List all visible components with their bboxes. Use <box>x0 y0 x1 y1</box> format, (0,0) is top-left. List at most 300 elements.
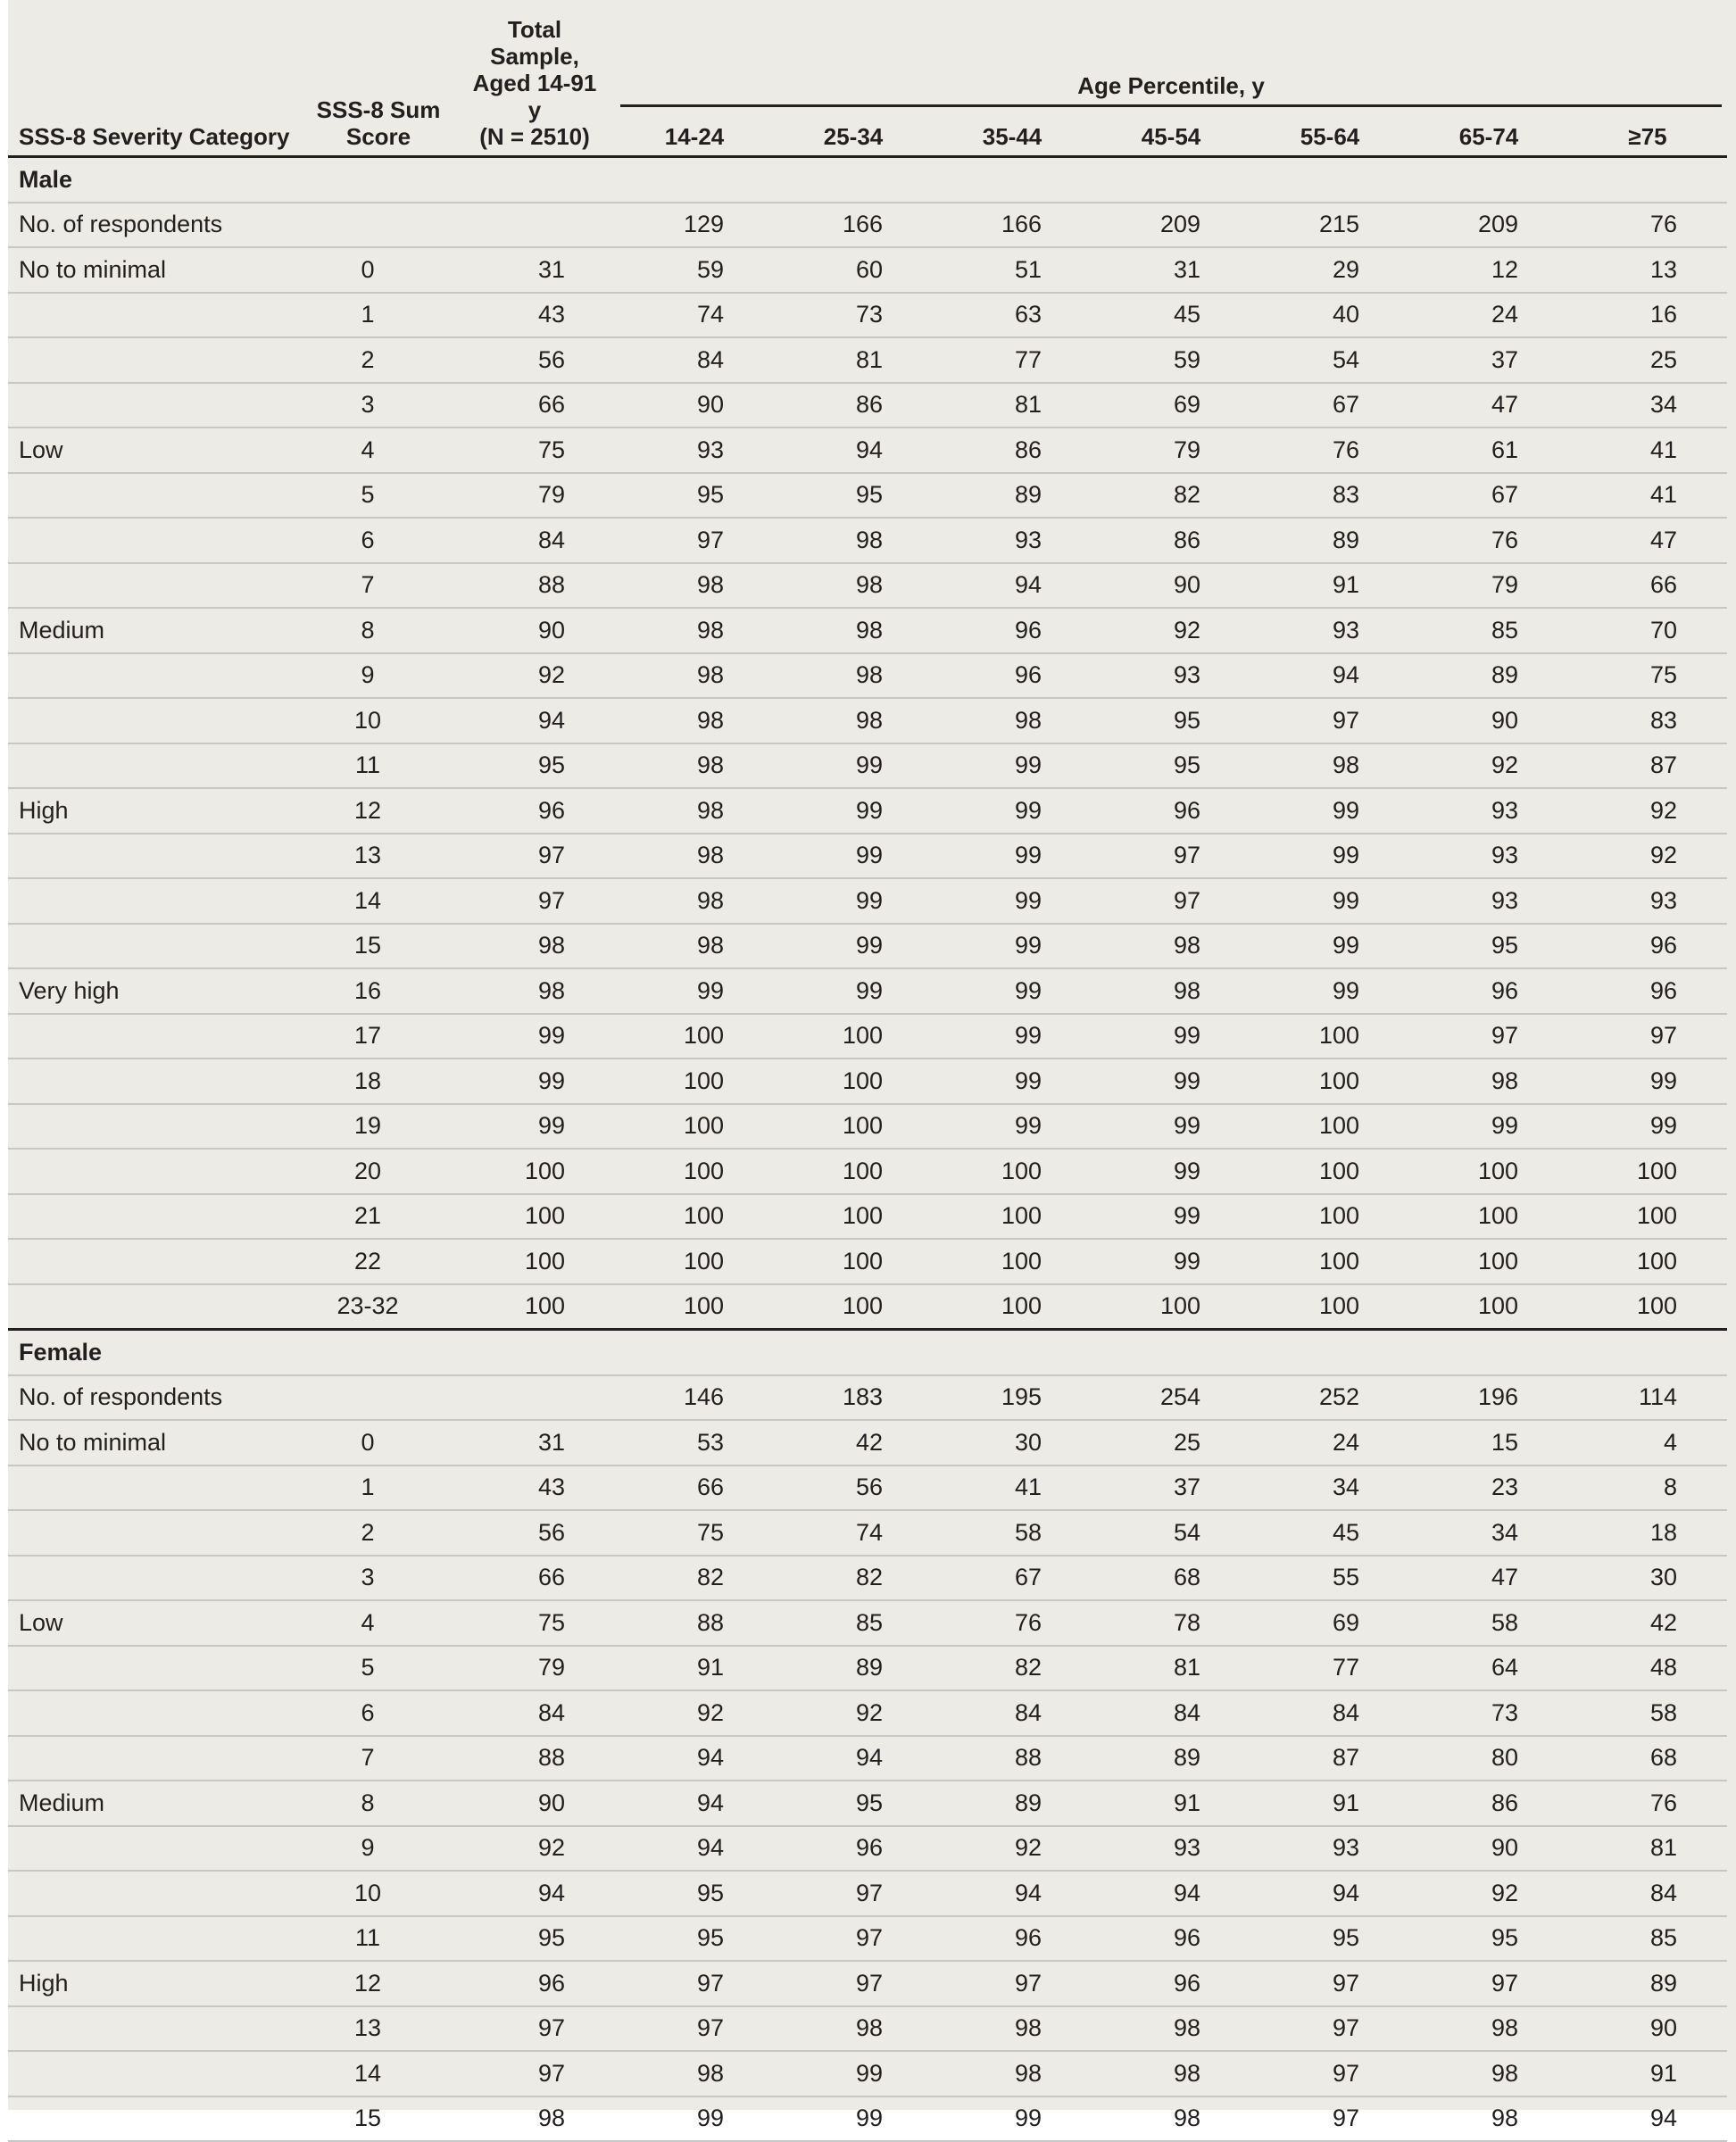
sum-score: 15 <box>303 2096 454 2142</box>
severity-category <box>8 383 303 428</box>
severity-category <box>8 2096 303 2142</box>
age-percentile-value: 98 <box>1409 2051 1568 2096</box>
sum-score: 8 <box>303 1781 454 1826</box>
age-percentile-value: 82 <box>1092 473 1250 519</box>
age-percentile-value: 30 <box>933 1420 1092 1465</box>
table-row <box>8 337 1727 383</box>
age-percentile-value: 96 <box>933 608 1092 653</box>
age-percentile-value: 94 <box>615 1826 774 1872</box>
age-percentile-value: 99 <box>1250 968 1409 1014</box>
age-percentile-value: 92 <box>1409 743 1568 789</box>
respondents-count: 254 <box>1092 1375 1250 1421</box>
total-percentile: 79 <box>454 1646 615 1691</box>
age-percentile-value: 92 <box>1568 834 1727 879</box>
age-percentile-value: 15 <box>1409 1420 1568 1465</box>
age-percentile-value: 24 <box>1250 1420 1409 1465</box>
age-percentile-value: 98 <box>774 563 933 609</box>
header-age-group: 35-44 <box>933 112 1092 157</box>
respondents-count: 166 <box>774 203 933 248</box>
respondents-count: 129 <box>615 203 774 248</box>
total-percentile: 100 <box>454 1149 615 1194</box>
age-percentile-value: 96 <box>1568 924 1727 969</box>
age-percentile-value: 100 <box>1409 1284 1568 1330</box>
age-percentile-value: 40 <box>1250 293 1409 338</box>
severity-category <box>8 1149 303 1194</box>
table-row <box>8 1104 1727 1150</box>
total-percentile: 66 <box>454 1556 615 1601</box>
age-percentile-value: 98 <box>774 2006 933 2052</box>
age-percentile-value: 100 <box>1568 1194 1727 1240</box>
age-percentile-value: 89 <box>1568 1961 1727 2006</box>
sum-score: 13 <box>303 834 454 879</box>
age-percentile-value: 58 <box>1409 1600 1568 1646</box>
age-percentile-value: 76 <box>1250 428 1409 473</box>
age-percentile-value: 98 <box>615 2051 774 2096</box>
age-percentile-value: 88 <box>933 1736 1092 1781</box>
age-percentile-value: 99 <box>1568 1104 1727 1150</box>
table-row <box>8 1465 1727 1511</box>
age-percentile-value: 58 <box>1568 1690 1727 1736</box>
age-percentile-value: 12 <box>1409 247 1568 293</box>
age-percentile-value: 98 <box>774 608 933 653</box>
age-percentile-value: 84 <box>1092 1690 1250 1736</box>
age-percentile-value: 98 <box>933 2051 1092 2096</box>
header-severity-category: SSS-8 Severity Category <box>8 0 303 157</box>
sum-score: 12 <box>303 1961 454 2006</box>
age-percentile-value: 99 <box>1092 1059 1250 1104</box>
age-percentile-value: 99 <box>774 834 933 879</box>
age-percentile-value: 73 <box>1409 1690 1568 1736</box>
severity-category <box>8 1104 303 1150</box>
total-percentile: 92 <box>454 1826 615 1872</box>
sum-score: 4 <box>303 1600 454 1646</box>
age-percentile-value: 100 <box>615 1194 774 1240</box>
section-row <box>8 157 1727 203</box>
age-percentile-value: 29 <box>1250 247 1409 293</box>
header-line: Aged 14-91 <box>472 70 597 96</box>
age-percentile-value: 91 <box>1250 563 1409 609</box>
sum-score: 7 <box>303 563 454 609</box>
respondents-count: 195 <box>933 1375 1092 1421</box>
respondents-count: 252 <box>1250 1375 1409 1421</box>
age-percentile-value: 90 <box>615 383 774 428</box>
sum-score: 19 <box>303 1104 454 1150</box>
age-percentile-value: 86 <box>774 383 933 428</box>
age-percentile-value: 79 <box>1409 563 1568 609</box>
age-percentile-value: 98 <box>615 743 774 789</box>
age-percentile-value: 96 <box>1092 1916 1250 1962</box>
table-row <box>8 1239 1727 1284</box>
total-percentile: 31 <box>454 1420 615 1465</box>
age-percentile-value: 99 <box>1568 1059 1727 1104</box>
age-percentile-value: 99 <box>1092 1014 1250 1059</box>
sum-score: 10 <box>303 1871 454 1916</box>
age-percentile-value: 86 <box>1409 1781 1568 1826</box>
total-percentile: 31 <box>454 247 615 293</box>
severity-category <box>8 1826 303 1872</box>
age-percentile-value: 100 <box>615 1059 774 1104</box>
sum-score: 6 <box>303 1690 454 1736</box>
age-percentile-value: 99 <box>933 1104 1092 1150</box>
table-row <box>8 1600 1727 1646</box>
age-percentile-value: 100 <box>1568 1149 1727 1194</box>
age-percentile-value: 91 <box>1568 2051 1727 2096</box>
table-row <box>8 1420 1727 1465</box>
total-percentile: 75 <box>454 1600 615 1646</box>
total-percentile: 43 <box>454 1465 615 1511</box>
age-percentile-value: 93 <box>1409 878 1568 924</box>
total-percentile: 66 <box>454 383 615 428</box>
age-percentile-value: 93 <box>1250 1826 1409 1872</box>
sum-score: 10 <box>303 698 454 743</box>
age-percentile-value: 98 <box>615 878 774 924</box>
age-percentile-value: 47 <box>1409 1556 1568 1601</box>
age-percentile-value: 34 <box>1568 383 1727 428</box>
age-percentile-value: 97 <box>615 2006 774 2052</box>
severity-category <box>8 1284 303 1330</box>
age-percentile-value: 98 <box>1250 743 1409 789</box>
total-percentile: 100 <box>454 1284 615 1330</box>
total-percentile: 97 <box>454 2006 615 2052</box>
total-percentile: 99 <box>454 1104 615 1150</box>
header-line: y <box>527 96 542 123</box>
total-percentile: 94 <box>454 698 615 743</box>
age-percentile-value: 100 <box>774 1239 933 1284</box>
age-percentile-value: 93 <box>1568 878 1727 924</box>
age-percentile-value: 88 <box>615 1600 774 1646</box>
age-percentile-value: 74 <box>774 1510 933 1556</box>
respondents-count: 183 <box>774 1375 933 1421</box>
severity-category <box>8 834 303 879</box>
age-percentile-value: 97 <box>1568 1014 1727 1059</box>
age-percentile-value: 91 <box>1250 1781 1409 1826</box>
sum-score: 6 <box>303 518 454 563</box>
severity-category <box>8 1465 303 1511</box>
table-row <box>8 2006 1727 2052</box>
age-percentile-value: 99 <box>933 1059 1092 1104</box>
age-percentile-value: 96 <box>1092 788 1250 834</box>
age-percentile-value: 99 <box>933 788 1092 834</box>
age-percentile-value: 16 <box>1568 293 1727 338</box>
age-percentile-value: 93 <box>1250 608 1409 653</box>
header-total-sample <box>454 0 615 157</box>
age-percentile-value: 97 <box>774 1916 933 1962</box>
total-percentile: 94 <box>454 1871 615 1916</box>
age-percentile-value: 98 <box>774 698 933 743</box>
age-percentile-value: 82 <box>615 1556 774 1601</box>
severity-category: High <box>8 1961 303 2006</box>
age-percentile-value: 94 <box>615 1736 774 1781</box>
age-percentile-value: 69 <box>1092 383 1250 428</box>
age-percentile-value: 41 <box>1568 473 1727 519</box>
age-percentile-value: 67 <box>933 1556 1092 1601</box>
respondents-count: 215 <box>1250 203 1409 248</box>
severity-category <box>8 1871 303 1916</box>
age-percentile-value: 94 <box>1250 653 1409 699</box>
age-percentile-value: 63 <box>933 293 1092 338</box>
sum-score: 2 <box>303 1510 454 1556</box>
total-percentile: 75 <box>454 428 615 473</box>
age-percentile-value: 100 <box>933 1149 1092 1194</box>
age-percentile-value: 95 <box>615 1871 774 1916</box>
section-label: Male <box>8 157 1727 203</box>
severity-category <box>8 1690 303 1736</box>
age-percentile-value: 98 <box>615 924 774 969</box>
age-percentile-value: 97 <box>1092 834 1250 879</box>
age-percentile-value: 97 <box>1409 1961 1568 2006</box>
table-row <box>8 1646 1727 1691</box>
age-percentile-value: 99 <box>774 788 933 834</box>
age-percentile-value: 89 <box>1250 518 1409 563</box>
age-percentile-value: 51 <box>933 247 1092 293</box>
age-percentile-value: 96 <box>1568 968 1727 1014</box>
age-percentile-value: 94 <box>615 1781 774 1826</box>
age-percentile-value: 98 <box>615 788 774 834</box>
age-percentile-value: 100 <box>615 1149 774 1194</box>
age-percentile-value: 99 <box>774 2096 933 2142</box>
header-line: Score <box>345 123 411 150</box>
table-row <box>8 428 1727 473</box>
total-percentile: 84 <box>454 1690 615 1736</box>
sum-score: 18 <box>303 1059 454 1104</box>
age-percentile-value: 100 <box>1250 1149 1409 1194</box>
age-percentile-value: 53 <box>615 1420 774 1465</box>
header-line: SSS-8 Sum <box>316 96 441 123</box>
age-percentile-value: 56 <box>774 1465 933 1511</box>
severity-category <box>8 743 303 789</box>
age-percentile-value: 31 <box>1092 247 1250 293</box>
age-percentile-value: 59 <box>615 247 774 293</box>
age-percentile-value: 100 <box>774 1194 933 1240</box>
severity-category <box>8 1510 303 1556</box>
total-percentile: 90 <box>454 608 615 653</box>
age-percentile-value: 99 <box>615 2096 774 2142</box>
respondents-count: 146 <box>615 1375 774 1421</box>
age-percentile-value: 99 <box>774 2051 933 2096</box>
age-percentile-value: 85 <box>774 1600 933 1646</box>
table-row <box>8 1194 1727 1240</box>
sum-score: 9 <box>303 653 454 699</box>
age-percentile-value: 96 <box>933 1916 1092 1962</box>
table-row <box>8 563 1727 609</box>
respondents-label: No. of respondents <box>8 1375 303 1421</box>
age-percentile-value: 84 <box>933 1690 1092 1736</box>
age-percentile-value: 37 <box>1409 337 1568 383</box>
age-percentile-value: 61 <box>1409 428 1568 473</box>
age-percentile-value: 100 <box>933 1194 1092 1240</box>
age-percentile-value: 92 <box>1409 1871 1568 1916</box>
age-percentile-value: 99 <box>1092 1149 1250 1194</box>
age-percentile-value: 41 <box>933 1465 1092 1511</box>
age-percentile-value: 99 <box>774 743 933 789</box>
total-percentile: 56 <box>454 1510 615 1556</box>
sum-score: 5 <box>303 1646 454 1691</box>
age-percentile-value: 68 <box>1092 1556 1250 1601</box>
age-percentile-value: 98 <box>1092 2051 1250 2096</box>
age-percentile-value: 94 <box>933 563 1092 609</box>
total-percentile: 90 <box>454 1781 615 1826</box>
severity-category <box>8 698 303 743</box>
age-percentile-value: 92 <box>774 1690 933 1736</box>
age-percentile-value: 81 <box>1092 1646 1250 1691</box>
age-percentile-value: 67 <box>1250 383 1409 428</box>
age-percentile-value: 94 <box>774 428 933 473</box>
sum-score: 0 <box>303 247 454 293</box>
age-percentile-value: 91 <box>1092 1781 1250 1826</box>
age-percentile-value: 45 <box>1250 1510 1409 1556</box>
severity-category <box>8 1059 303 1104</box>
age-percentile-value: 97 <box>1250 698 1409 743</box>
sum-score: 4 <box>303 428 454 473</box>
table-row <box>8 1014 1727 1059</box>
age-percentile-value: 81 <box>933 383 1092 428</box>
age-percentile-value: 83 <box>1250 473 1409 519</box>
sum-score: 11 <box>303 1916 454 1962</box>
age-percentile-value: 54 <box>1092 1510 1250 1556</box>
severity-category <box>8 2051 303 2096</box>
table-row <box>8 1284 1727 1330</box>
severity-category: Low <box>8 1600 303 1646</box>
age-percentile-value: 97 <box>774 1871 933 1916</box>
sum-score: 12 <box>303 788 454 834</box>
age-percentile-value: 42 <box>1568 1600 1727 1646</box>
age-percentile-value: 30 <box>1568 1556 1727 1601</box>
age-percentile-value: 99 <box>774 878 933 924</box>
age-percentile-value: 55 <box>1250 1556 1409 1601</box>
table-row <box>8 1826 1727 1872</box>
age-percentile-value: 78 <box>1092 1600 1250 1646</box>
age-percentile-value: 79 <box>1092 428 1250 473</box>
age-percentile-value: 34 <box>1409 1510 1568 1556</box>
header-age-group: 45-54 <box>1092 112 1250 157</box>
severity-category <box>8 1646 303 1691</box>
sum-score: 3 <box>303 1556 454 1601</box>
age-percentile-value: 98 <box>615 698 774 743</box>
table-row <box>8 608 1727 653</box>
age-percentile-value: 97 <box>774 1961 933 2006</box>
age-percentile-value: 99 <box>1250 878 1409 924</box>
table-row <box>8 1916 1727 1962</box>
header-line: Total <box>507 16 562 43</box>
total-percentile: 56 <box>454 337 615 383</box>
total-percentile: 97 <box>454 878 615 924</box>
age-percentile-value: 25 <box>1568 337 1727 383</box>
section-label: Female <box>8 1330 1727 1375</box>
age-percentile-value: 100 <box>933 1284 1092 1330</box>
age-percentile-value: 68 <box>1568 1736 1727 1781</box>
age-percentile-value: 34 <box>1250 1465 1409 1511</box>
table-row <box>8 1961 1727 2006</box>
respondents-row <box>8 203 1727 248</box>
total-percentile: 98 <box>454 2096 615 2142</box>
table-row <box>8 968 1727 1014</box>
header-age-percentile <box>615 0 1727 112</box>
severity-category <box>8 337 303 383</box>
sum-score: 2 <box>303 337 454 383</box>
age-percentile-value: 99 <box>774 968 933 1014</box>
sum-score: 8 <box>303 608 454 653</box>
header-sum-score <box>303 0 454 157</box>
age-percentile-value: 84 <box>615 337 774 383</box>
age-percentile-value: 80 <box>1409 1736 1568 1781</box>
age-percentile-value: 98 <box>933 698 1092 743</box>
age-percentile-value: 99 <box>933 968 1092 1014</box>
table-row <box>8 1556 1727 1601</box>
age-percentile-value: 74 <box>615 293 774 338</box>
total-percentile: 100 <box>454 1239 615 1284</box>
table-row <box>8 293 1727 338</box>
total-percentile: 99 <box>454 1014 615 1059</box>
table-row <box>8 518 1727 563</box>
age-percentile-value: 41 <box>1568 428 1727 473</box>
age-percentile-value: 89 <box>1409 653 1568 699</box>
age-percentile-value: 54 <box>1250 337 1409 383</box>
severity-category <box>8 653 303 699</box>
age-percentile-value: 90 <box>1092 563 1250 609</box>
total-percentile: 79 <box>454 473 615 519</box>
respondents-count: 209 <box>1409 203 1568 248</box>
table-container <box>8 0 1736 2132</box>
age-percentile-value: 84 <box>1250 1690 1409 1736</box>
age-percentile-value: 81 <box>1568 1826 1727 1872</box>
age-percentile-value: 99 <box>774 924 933 969</box>
severity-category: Medium <box>8 608 303 653</box>
severity-category <box>8 1556 303 1601</box>
total-percentile: 92 <box>454 653 615 699</box>
severity-category <box>8 1014 303 1059</box>
age-percentile-value: 99 <box>1092 1239 1250 1284</box>
age-percentile-value: 60 <box>774 247 933 293</box>
table-row <box>8 1149 1727 1194</box>
sum-score: 5 <box>303 473 454 519</box>
age-percentile-value: 100 <box>1250 1239 1409 1284</box>
age-percentile-value: 99 <box>1092 1194 1250 1240</box>
age-percentile-value: 99 <box>933 834 1092 879</box>
severity-category <box>8 473 303 519</box>
total-percentile: 95 <box>454 743 615 789</box>
severity-category <box>8 293 303 338</box>
age-percentile-value: 23 <box>1409 1465 1568 1511</box>
age-percentile-value: 64 <box>1409 1646 1568 1691</box>
table-row <box>8 1059 1727 1104</box>
age-percentile-value: 99 <box>933 1014 1092 1059</box>
age-percentile-value: 94 <box>774 1736 933 1781</box>
age-percentile-value: 90 <box>1409 698 1568 743</box>
severity-category <box>8 563 303 609</box>
age-percentile-value: 94 <box>933 1871 1092 1916</box>
percentile-table <box>8 0 1727 2142</box>
table-row <box>8 1871 1727 1916</box>
table-row <box>8 473 1727 519</box>
age-percentile-value: 99 <box>1409 1104 1568 1150</box>
age-percentile-value: 98 <box>1092 924 1250 969</box>
age-percentile-value: 100 <box>615 1284 774 1330</box>
age-percentile-value: 96 <box>1092 1961 1250 2006</box>
age-percentile-value: 96 <box>1409 968 1568 1014</box>
age-percentile-value: 99 <box>615 968 774 1014</box>
sum-score: 14 <box>303 878 454 924</box>
age-percentile-value: 100 <box>1250 1014 1409 1059</box>
age-percentile-value: 99 <box>933 2096 1092 2142</box>
table-row <box>8 1736 1727 1781</box>
age-percentile-value: 58 <box>933 1510 1092 1556</box>
age-percentile-value: 100 <box>615 1104 774 1150</box>
age-percentile-value: 100 <box>1250 1284 1409 1330</box>
age-percentile-value: 100 <box>1568 1284 1727 1330</box>
age-percentile-value: 8 <box>1568 1465 1727 1511</box>
total-percentile: 97 <box>454 834 615 879</box>
sum-score: 0 <box>303 1420 454 1465</box>
